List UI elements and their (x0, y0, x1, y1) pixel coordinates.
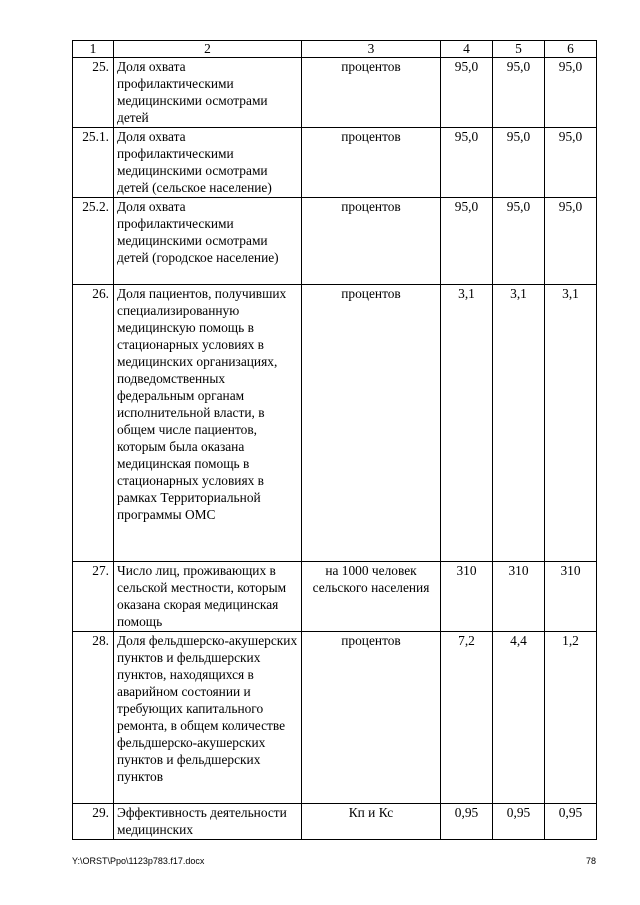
value-year-2: 95,0 (493, 58, 545, 128)
indicator-name: Доля охвата профилактическими медицинскими осмотрами детей (сельское население) (114, 128, 302, 198)
footer-file-path: Y:\ORST\Ppo\1123p783.f17.docx (72, 856, 205, 866)
value-year-2: 4,4 (493, 632, 545, 804)
unit-of-measure: процентов (302, 285, 441, 562)
unit-of-measure: Кп и Кс (302, 804, 441, 840)
row-number: 27. (73, 562, 114, 632)
row-number: 28. (73, 632, 114, 804)
row-number: 29. (73, 804, 114, 840)
header-col-5: 5 (493, 41, 545, 58)
row-number: 26. (73, 285, 114, 562)
indicator-name: Доля охвата профилактическими медицинскими осмотрами детей (114, 58, 302, 128)
value-year-1: 95,0 (441, 58, 493, 128)
value-year-1: 0,95 (441, 804, 493, 840)
value-year-3: 0,95 (545, 804, 597, 840)
indicator-name: Число лиц, проживающих в сельской местности, которым оказана скорая медицинская помощь (114, 562, 302, 632)
value-year-2: 95,0 (493, 198, 545, 285)
unit-of-measure: процентов (302, 128, 441, 198)
value-year-3: 1,2 (545, 632, 597, 804)
row-number: 25. (73, 58, 114, 128)
value-year-1: 310 (441, 562, 493, 632)
table-row (73, 198, 597, 285)
value-year-1: 7,2 (441, 632, 493, 804)
value-year-2: 95,0 (493, 128, 545, 198)
value-year-3: 95,0 (545, 198, 597, 285)
header-col-1: 1 (73, 41, 114, 58)
value-year-1: 95,0 (441, 198, 493, 285)
value-year-3: 95,0 (545, 128, 597, 198)
indicator-name: Доля фельдшерско-акушерских пунктов и фельдшерских пунктов, находящихся в аварийном состоянии и требующих капитального ремонта, в общем количестве фельдшерско-акушерских пунктов и фельдшерских пунктов (114, 632, 302, 804)
header-col-3: 3 (302, 41, 441, 58)
table-row (73, 804, 597, 840)
header-col-4: 4 (441, 41, 493, 58)
unit-of-measure: на 1000 человек сельского населения (302, 562, 441, 632)
value-year-2: 3,1 (493, 285, 545, 562)
header-col-2: 2 (114, 41, 302, 58)
value-year-1: 95,0 (441, 128, 493, 198)
value-year-3: 95,0 (545, 58, 597, 128)
value-year-3: 3,1 (545, 285, 597, 562)
row-number: 25.2. (73, 198, 114, 285)
table-row (73, 285, 597, 562)
indicator-name: Доля пациентов, получивших специализированную медицинскую помощь в стационарных условиях в медицинских организациях, подведомственных федеральным органам исполнительной власти, в общем числе пациентов, которым была оказана медицинская помощь в стационарных условиях в рамках Территориальной программы ОМС (114, 285, 302, 562)
header-col-6: 6 (545, 41, 597, 58)
table-row (73, 128, 597, 198)
unit-of-measure: процентов (302, 58, 441, 128)
indicator-name: Доля охвата профилактическими медицинскими осмотрами детей (городское население) (114, 198, 302, 285)
table-row (73, 632, 597, 804)
row-number: 25.1. (73, 128, 114, 198)
value-year-1: 3,1 (441, 285, 493, 562)
unit-of-measure: процентов (302, 632, 441, 804)
table-header-row (73, 41, 597, 58)
value-year-2: 0,95 (493, 804, 545, 840)
unit-of-measure: процентов (302, 198, 441, 285)
table-row (73, 562, 597, 632)
footer-page-number: 78 (585, 856, 596, 866)
indicators-table (72, 40, 597, 840)
indicator-name: Эффективность деятельности медицинских (114, 804, 302, 840)
value-year-2: 310 (493, 562, 545, 632)
value-year-3: 310 (545, 562, 597, 632)
table-row (73, 58, 597, 128)
